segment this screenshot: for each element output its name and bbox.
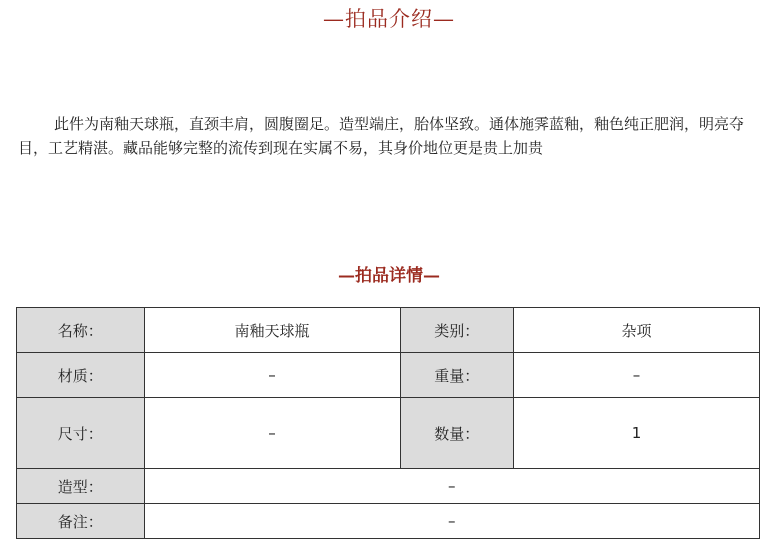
table-row — [17, 398, 760, 469]
category-label: 类别： — [400, 308, 513, 353]
material-label: 材质： — [17, 353, 145, 398]
shape-label: 造型： — [17, 469, 145, 504]
material-value: – — [144, 353, 400, 398]
table-row — [17, 308, 760, 353]
name-value: 南釉天球瓶 — [144, 308, 400, 353]
remark-label: 备注： — [17, 504, 145, 539]
item-introduction: 此件为南釉天球瓶，直颈丰肩，圆腹圈足。造型端庄，胎体坚致。通体施霁蓝釉，釉色纯正肥润，明亮夺目，工艺精湛。藏品能够完整的流传到现在实属不易，其身价地位更是贵上加贵 — [18, 115, 745, 157]
details-section-title: —拍品详情— — [338, 266, 440, 286]
quantity-label: 数量： — [400, 398, 513, 469]
table-row — [17, 469, 760, 504]
details-table — [16, 307, 760, 539]
table-row — [17, 353, 760, 398]
name-label: 名称： — [17, 308, 145, 353]
size-label: 尺寸： — [17, 398, 145, 469]
category-value: 杂项 — [513, 308, 759, 353]
quantity-value: 1 — [513, 398, 759, 469]
size-value: – — [144, 398, 400, 469]
page-title: —拍品介绍— — [323, 7, 455, 31]
weight-label: 重量： — [400, 353, 513, 398]
table-row — [17, 504, 760, 539]
weight-value: – — [513, 353, 759, 398]
remark-value: – — [144, 504, 760, 539]
shape-value: – — [144, 469, 760, 504]
